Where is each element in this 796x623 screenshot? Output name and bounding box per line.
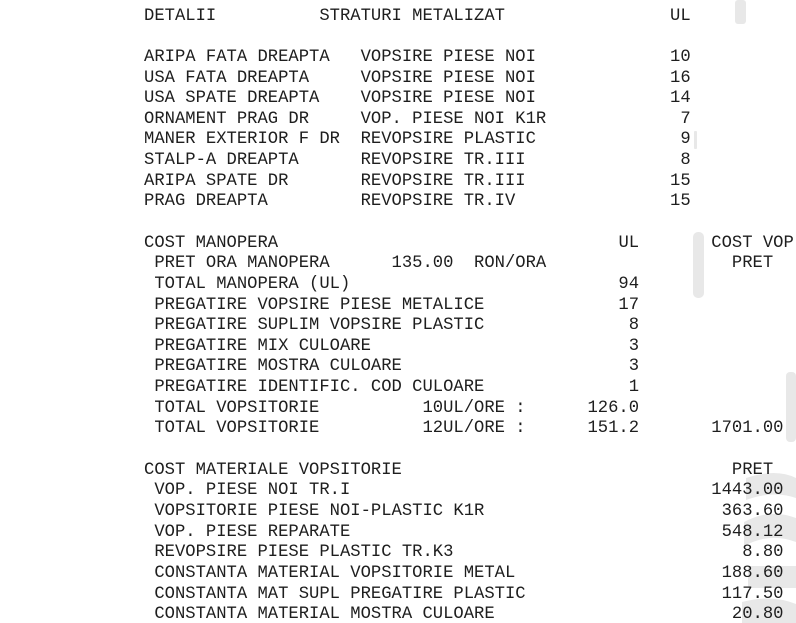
material-price: 20.80 [731,605,784,623]
labor-item-label: PREGATIRE VOPSIRE PIESE METALICE [154,295,485,315]
paint-total-label: TOTAL VOPSITORIE [154,398,320,418]
labor-units: 15 [670,171,691,191]
labor-item-label: PREGATIRE IDENTIFIC. COD CULOARE [154,378,485,398]
paint-total-separator: : [515,419,526,439]
paint-operation: VOPSIRE PIESE NOI [360,47,536,67]
blank-line [144,442,796,457]
labor-item-units: 17 [618,295,640,315]
materials-header-row [144,460,796,480]
labor-item-label: TOTAL MANOPERA (UL) [154,274,351,294]
material-label: REVOPSIRE PIESE PLASTIC TR.K3 [154,543,454,563]
details-row [144,151,796,171]
material-label: VOP. PIESE NOI TR.I [154,481,351,501]
blank-line [144,29,796,44]
labor-rate-value: 135.00 [391,254,454,274]
material-price: 188.60 [721,563,784,583]
blank-line [144,215,796,230]
paint-total-row [144,398,796,418]
details-layer-header: STRATURI METALIZAT [319,6,505,26]
part-name: ARIPA SPATE DR [144,171,289,191]
labor-units: 15 [670,192,691,212]
labor-item-row [144,274,796,294]
paint-total-hours: 151.2 [587,419,640,439]
paint-operation: REVOPSIRE TR.III [360,151,526,171]
paint-operation: REVOPSIRE TR.III [360,171,526,191]
paint-operation: REVOPSIRE PLASTIC [360,130,536,150]
labor-item-row [144,336,796,356]
material-label: VOPSITORIE PIESE NOI-PLASTIC K1R [154,501,485,521]
labor-units: 14 [670,89,691,109]
labor-rate-unit: RON/ORA [474,254,547,274]
material-row [144,543,796,563]
material-label: VOP. PIESE REPARATE [154,522,351,542]
details-row [144,192,796,212]
paint-total-separator: : [515,398,526,418]
labor-item-units: 1 [628,378,640,398]
paint-operation: REVOPSIRE TR.IV [360,192,516,212]
material-price: 8.80 [742,543,784,563]
material-label: CONSTANTA MATERIAL VOPSITORIE METAL [154,563,516,583]
material-row [144,563,796,583]
labor-item-label: PREGATIRE SUPLIM VOPSIRE PLASTIC [154,316,485,336]
paint-total-price: 1701.00 [711,419,784,439]
details-row [144,47,796,67]
labor-item-units: 8 [628,316,640,336]
labor-item-row [144,316,796,336]
paint-total-rate: 12UL/ORE [422,419,505,439]
labor-ul-header: UL [618,233,640,253]
part-name: STALP-A DREAPTA [144,151,299,171]
part-name: USA SPATE DREAPTA [144,89,320,109]
part-name: USA FATA DREAPTA [144,68,310,88]
material-label: CONSTANTA MATERIAL MOSTRA CULOARE [154,605,495,623]
material-row [144,481,796,501]
materials-title: COST MATERIALE VOPSITORIE [144,460,402,480]
paint-total-label: TOTAL VOPSITORIE [154,419,320,439]
labor-item-units: 3 [628,336,640,356]
labor-item-row [144,295,796,315]
paint-total-row [144,419,796,439]
details-row [144,130,796,150]
labor-units: 7 [680,109,691,129]
material-price: 1443.00 [711,481,784,501]
material-row [144,501,796,521]
material-row [144,522,796,542]
details-row [144,68,796,88]
labor-cost-title: COST MANOPERA [144,233,279,253]
details-ul-header: UL [670,6,691,26]
details-row [144,171,796,191]
estimate-text [144,6,796,623]
paint-cost-header: COST VOP [711,233,794,253]
material-label: CONSTANTA MAT SUPL PREGATIRE PLASTIC [154,584,526,604]
material-price: 117.50 [721,584,784,604]
paint-total-hours: 126.0 [587,398,640,418]
part-name: PRAG DREAPTA [144,192,268,212]
part-name: ORNAMENT PRAG DR [144,109,310,129]
labor-rate-label: PRET ORA MANOPERA [154,254,330,274]
part-name: ARIPA FATA DREAPTA [144,47,330,67]
labor-units: 16 [670,68,691,88]
details-part-header: DETALII [144,6,217,26]
labor-item-row [144,378,796,398]
material-price: 548.12 [721,522,784,542]
labor-units: 9 [680,130,691,150]
labor-item-units: 94 [618,274,640,294]
material-price: 363.60 [721,501,784,521]
labor-item-units: 3 [628,357,640,377]
material-row [144,584,796,604]
labor-cost-header-row [144,233,796,253]
labor-rate-row [144,254,796,274]
materials-price-header: PRET [731,460,774,480]
part-name: MANER EXTERIOR F DR [144,130,340,150]
paint-total-rate: 10UL/ORE [422,398,505,418]
labor-units: 10 [670,47,691,67]
details-header-row [144,6,796,26]
details-row [144,109,796,129]
paint-operation: VOPSIRE PIESE NOI [360,68,536,88]
labor-units: 8 [680,151,691,171]
labor-item-label: PREGATIRE MOSTRA CULOARE [154,357,402,377]
details-row [144,89,796,109]
paint-operation: VOPSIRE PIESE NOI [360,89,536,109]
paint-operation: VOP. PIESE NOI K1R [360,109,547,129]
labor-item-row [144,357,796,377]
labor-price-header: PRET [731,254,774,274]
material-row [144,607,796,622]
labor-item-label: PREGATIRE MIX CULOARE [154,336,371,356]
